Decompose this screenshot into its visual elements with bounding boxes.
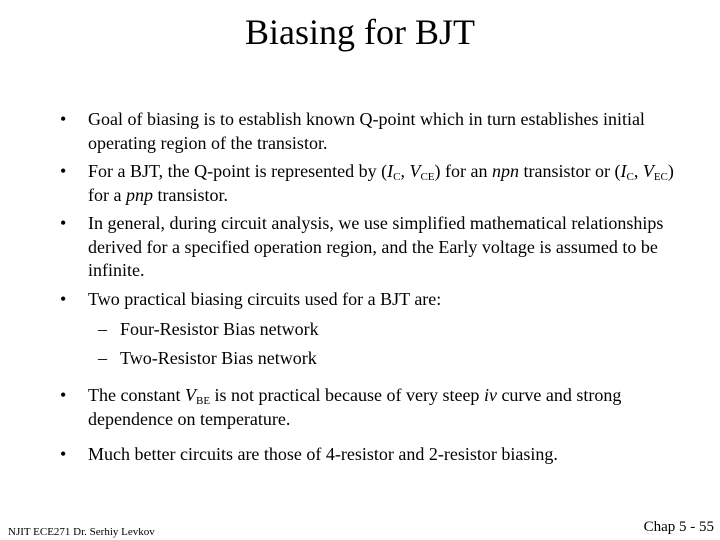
bullet-glyph: • — [60, 213, 67, 233]
bullet-glyph: • — [60, 161, 67, 181]
bullet-glyph: • — [60, 385, 67, 405]
bullet-glyph: • — [60, 109, 67, 129]
sub-item-two-resistor-text: Two-Resistor Bias network — [120, 348, 317, 368]
bullet-glyph: • — [60, 289, 67, 309]
slide-title: Biasing for BJT — [245, 12, 475, 52]
bullet-q-point-text: For a BJT, the Q-point is represented by ($I_C$, $V_{CE}$) for an npn transistor or ($I_C$, $V_{EC}$) for a pnp transistor. — [88, 161, 674, 205]
sub-item-four-resistor-text: Four-Resistor Bias network — [120, 319, 319, 339]
bullet-glyph: • — [60, 444, 67, 464]
footer-page-number: Chap 5 - 55 — [643, 519, 714, 535]
dash-glyph: – — [98, 348, 107, 368]
bullet-two-circuits-text: Two practical biasing circuits used for a BJT are: — [88, 289, 442, 309]
bullet-constant-vbe-text: The constant $V_{BE}$ is not practical because of very steep iv curve and strong dependence on temperature. — [88, 385, 622, 429]
footer-author: NJIT ECE271 Dr. Serhiy Levkov — [8, 526, 155, 538]
dash-glyph: – — [98, 319, 107, 339]
bullet-better-circuits-text: Much better circuits are those of 4-resistor and 2-resistor biasing. — [88, 444, 558, 464]
bullet-goal-text: Goal of biasing is to establish known Q-point which in turn establishes initial operating region of the transistor. — [88, 109, 645, 153]
bullet-general-text: In general, during circuit analysis, we use simplified mathematical relationships derived for a specified operation region, and the Early voltage is assumed to be infinite. — [88, 213, 664, 280]
